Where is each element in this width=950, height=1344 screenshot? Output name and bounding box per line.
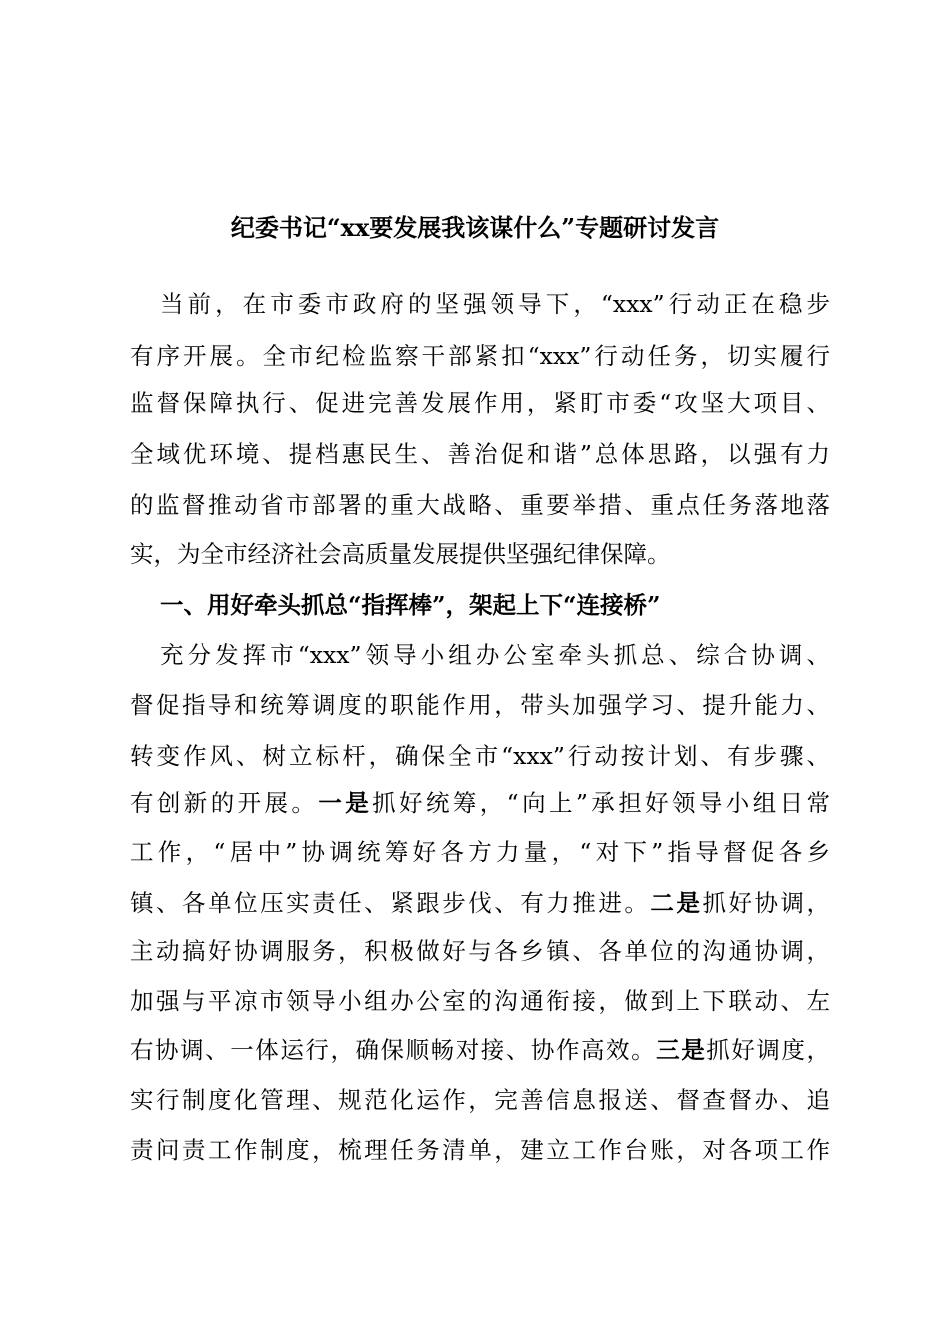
paragraph-2-line-1: 充分发挥市“xxx”领导小组办公室牵头抓总、综合协调、 <box>160 641 830 669</box>
paragraph-1-line-1: 当前，在市委市政府的坚强领导下，“xxx”行动正在稳步 <box>160 290 830 318</box>
paragraph-1-line-2: 有序开展。全市纪检监察干部紧扣“xxx”行动任务，切实履行 <box>130 342 830 370</box>
section-heading-1: 一、用好牵头抓总“指挥棒”，架起上下“连接桥” <box>160 591 661 619</box>
paragraph-1-line-3: 监督保障执行、促进完善发展作用，紧盯市委“攻坚大项目、 <box>130 389 830 417</box>
paragraph-1-line-4: 全域优环境、提档惠民生、善治促和谐”总体思路，以强有力 <box>130 440 830 468</box>
point-two-label: 二是 <box>650 889 703 917</box>
paragraph-2-line-6 <box>130 878 830 928</box>
paragraph-2-line-9 <box>130 1025 830 1075</box>
paragraph-2-line-11: 责问责工作制度，梳理任务清单，建立工作台账，对各项工作 <box>130 1136 830 1164</box>
paragraph-2-line-9-text-c: 抓好调度， <box>706 1036 831 1064</box>
paragraph-1-line-5: 的监督推动省市部署的重大战略、重要举措、重点任务落地落 <box>130 491 830 519</box>
paragraph-2-line-2: 督促指导和统筹调度的职能作用，带头加强学习、提升能力、 <box>130 691 830 719</box>
paragraph-2-line-8: 加强与平凉市领导小组办公室的沟通衔接，做到上下联动、左 <box>130 987 830 1015</box>
paragraph-2-line-7: 主动搞好协调服务，积极做好与各乡镇、各单位的沟通协调， <box>130 937 830 965</box>
paragraph-2-line-9-text-a: 右协调、一体运行，确保顺畅对接、协作高效。 <box>130 1036 657 1064</box>
paragraph-2-line-6-text-c: 抓好协调， <box>702 889 831 917</box>
paragraph-2-line-6-text-a: 镇、各单位压实责任、紧跟步伐、有力推进。 <box>130 889 651 917</box>
paragraph-2-line-4-text-a: 有创新的开展。 <box>130 789 319 817</box>
document-title: 纪委书记“xx要发展我该谋什么”专题研讨发言 <box>230 213 720 242</box>
paragraph-2-line-4-text-c: 抓好统筹，“向上”承担好领导小组日常 <box>372 789 831 817</box>
paragraph-2-line-5: 工作，“居中”协调统筹好各方力量，“对下”指导督促各乡 <box>130 838 830 866</box>
point-one-label: 一是 <box>318 789 373 817</box>
paragraph-2-line-4 <box>130 778 830 828</box>
paragraph-2-line-10: 实行制度化管理、规范化运作，完善信息报送、督查督办、追 <box>130 1086 830 1114</box>
paragraph-2-line-3: 转变作风、树立标杆，确保全市“xxx”行动按计划、有步骤、 <box>130 742 830 770</box>
paragraph-1-line-6: 实，为全市经济社会高质量发展提供坚强纪律保障。 <box>130 540 671 568</box>
point-three-label: 三是 <box>656 1036 707 1064</box>
